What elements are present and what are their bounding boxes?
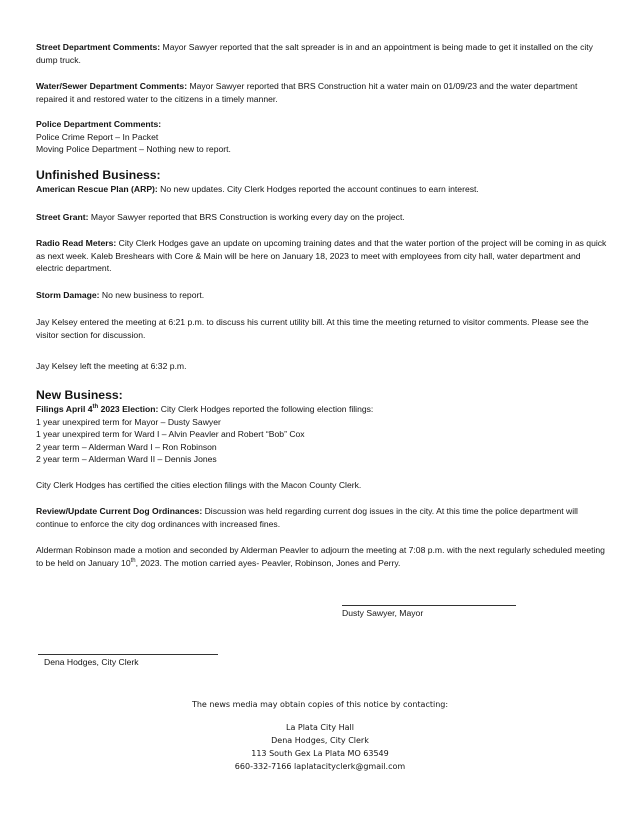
filing-item: 1 year unexpired term for Ward I – Alvin Peavler and Robert “Bob” Cox: [36, 429, 305, 440]
radio-read-meters-label: Radio Read Meters:: [36, 238, 117, 248]
new-business-heading: New Business:: [36, 388, 123, 402]
filings-label-sup: th: [92, 404, 99, 411]
police-comments: [36, 118, 608, 156]
filing-item: 2 year term – Alderman Ward II – Dennis Jones: [36, 454, 217, 465]
street-department-text: Mayor Sawyer reported that the salt spreader is in and an appointment is being made to get it installed on the city dump truck.: [36, 42, 593, 65]
contact-address: 113 South Gex La Plata MO 63549: [251, 749, 389, 758]
water-sewer-text: Mayor Sawyer reported that BRS Construction hit a water main on 01/09/23 and the water department repaired it and restored water to the citizens in a timely manner.: [36, 81, 578, 104]
adjournment-text-b: , 2023. The motion carried ayes- Peavler, Robinson, Jones and Perry.: [135, 557, 401, 568]
kelsey-left: Jay Kelsey left the meeting at 6:32 p.m.: [36, 361, 187, 371]
storm-damage-item: [36, 289, 608, 302]
police-line-1: Police Crime Report – In Packet: [36, 131, 159, 142]
unfinished-business-heading: Unfinished Business:: [36, 168, 161, 182]
street-department-label: Street Department Comments:: [36, 42, 161, 52]
dog-ordinances-item: [36, 505, 608, 530]
mayor-signature-name: Dusty Sawyer, Mayor: [342, 608, 424, 618]
contact-office: La Plata City Hall: [285, 723, 355, 732]
arp-item: [36, 183, 608, 196]
clerk-signature-name: Dena Hodges, City Clerk: [44, 657, 139, 667]
street-grant-text: Mayor Sawyer reported that BRS Construction is working every day on the project.: [88, 212, 405, 222]
contact-phone-email: 660-332-7166 laplatacityclerk@gmail.com: [234, 762, 406, 771]
street-grant-item: [36, 211, 608, 224]
filings-label: [36, 404, 158, 414]
filings-label-part-b: 2023 Election:: [98, 404, 159, 414]
radio-read-meters-text: City Clerk Hodges gave an update on upcoming training dates and that the water portion of the project will be coming in as quick as next week. Kaleb Breshears with Core & Main will be here on January 18, 2023 to meet with employees from city hall, water department and electric department.: [36, 238, 607, 274]
filings-text: City Clerk Hodges reported the following election filings:: [158, 404, 374, 414]
dog-ordinances-label: Review/Update Current Dog Ordinances:: [36, 506, 203, 516]
radio-read-meters-item: [36, 237, 608, 275]
police-line-2: Moving Police Department – Nothing new to report.: [36, 144, 231, 155]
water-sewer-label: Water/Sewer Department Comments:: [36, 81, 188, 91]
water-sewer-comments: [36, 80, 608, 105]
arp-text: No new updates. City Clerk Hodges reported the account continues to earn interest.: [157, 184, 479, 194]
arp-label: American Rescue Plan (ARP):: [36, 184, 158, 194]
mayor-signature-line: [342, 605, 516, 606]
storm-damage-text: No new business to report.: [99, 290, 205, 300]
adjournment-sup: th: [130, 557, 136, 564]
filings-label-part-a: Filings April 4: [36, 404, 93, 414]
kelsey-entered: Jay Kelsey entered the meeting at 6:21 p.m. to discuss his current utility bill. At this time the meeting returned to visitor comments. Please see the visitor section for discussion.: [36, 317, 589, 340]
adjournment: [36, 544, 608, 569]
storm-damage-label: Storm Damage:: [36, 290, 100, 300]
street-department-comments: [36, 41, 608, 66]
election-filings: [36, 403, 608, 466]
contact-intro: The news media may obtain copies of this notice by contacting:: [191, 700, 449, 709]
clerk-signature-line: [38, 654, 218, 655]
contact-clerk: Dena Hodges, City Clerk: [271, 736, 369, 745]
filing-item: 1 year unexpired term for Mayor – Dusty Sawyer: [36, 416, 221, 427]
police-label: Police Department Comments:: [36, 119, 162, 129]
street-grant-label: Street Grant:: [36, 212, 89, 222]
adjournment-text-a: Alderman Robinson made a motion and seconded by Alderman Peavler to adjourn the meeting at 7:08 p.m. with the next regularly scheduled meeting to be held on January 10: [36, 545, 605, 568]
filings-certified: City Clerk Hodges has certified the cities election filings with the Macon County Clerk.: [36, 480, 362, 490]
filing-item: 2 year term – Alderman Ward I – Ron Robinson: [36, 441, 217, 452]
dog-ordinances-text: Discussion was held regarding current dog issues in the city. At this time the police department will continue to enforce the city dog ordinances with increased fines.: [36, 506, 578, 529]
